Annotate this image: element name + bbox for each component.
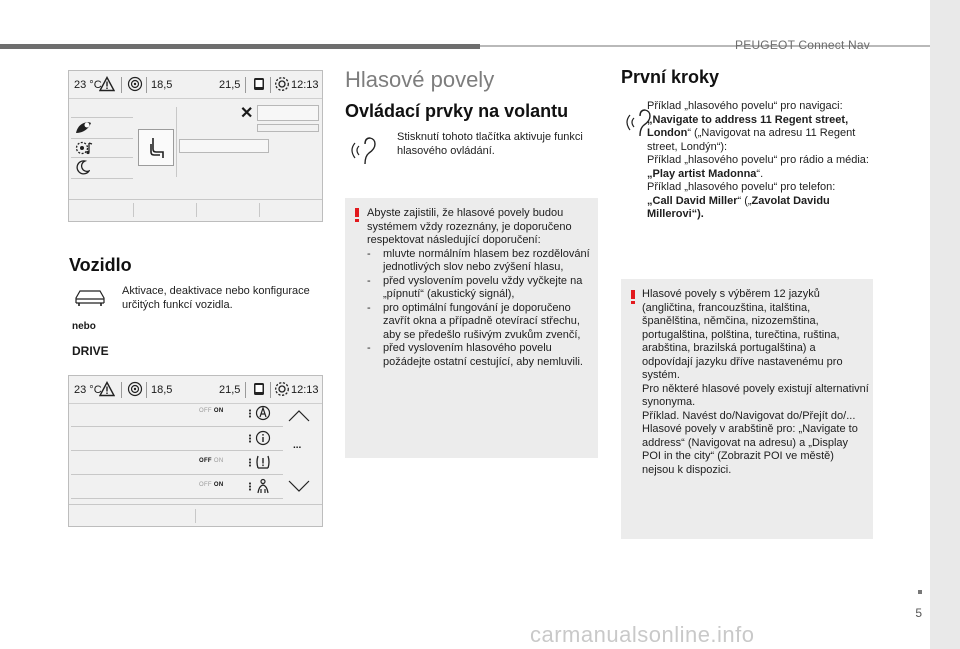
- navigation-target-icon[interactable]: [127, 76, 143, 92]
- row-divider: [71, 426, 283, 427]
- touchscreen-driving-aids: [68, 375, 323, 527]
- synonyms-paragraph: Pro některé hlasové povely existují alternativní synonyma.: [642, 382, 869, 408]
- media-example: „Play artist Madonna“.: [647, 167, 764, 180]
- separator: [245, 382, 246, 398]
- touchscreen-vehicle-menu: [68, 70, 323, 222]
- languages-paragraph: Hlasové povely s výběrem 12 jazyků (angličtina, francouzština, italština, španělština, němčina, nizozemština, portugalština, polština, turečtina, ruština, arabština, brazilská portugalština) a odpovídají jazyku dříve nastavenému pro systém.: [642, 288, 843, 381]
- warning-intro: Abyste zajistili, že hlasové povely budou systémem vždy rozeznány, je doporučeno respektovat následující doporučení:: [367, 207, 572, 246]
- separator: [121, 382, 122, 398]
- outside-temperature: 23 °C: [74, 384, 102, 396]
- separator: [270, 77, 271, 93]
- separator: [146, 77, 147, 93]
- seat-settings-tile[interactable]: [138, 129, 174, 166]
- lane-assist-icon[interactable]: [255, 405, 271, 422]
- running-header: PEUGEOT Connect Nav: [735, 38, 870, 52]
- example-paragraph: Příklad. Navést do/Navigovat do/Přejít do/...: [642, 409, 856, 422]
- voice-examples: [647, 100, 872, 222]
- media-example-intro: Příklad „hlasového povelu“ pro rádio a média:: [647, 154, 869, 166]
- more-options-handle[interactable]: [249, 482, 251, 491]
- language-note-text: [642, 288, 869, 477]
- bottom-bar-separator: [133, 203, 134, 217]
- row-divider: [71, 498, 283, 499]
- toggle-switch[interactable]: OFF ON: [199, 482, 224, 488]
- list-item: - mluvte normálním hlasem bez rozdělování jednotlivých slov nebo zvýšení hlasu,: [367, 247, 590, 273]
- row-divider: [71, 474, 283, 475]
- language-note: [621, 279, 873, 539]
- warning-triangle-icon[interactable]: [99, 381, 115, 397]
- separator: [121, 77, 122, 93]
- row-divider: [71, 450, 283, 451]
- warning-note: [345, 198, 598, 458]
- bottom-bar-separator: [259, 203, 260, 217]
- menu-divider: [71, 157, 133, 158]
- chevron-up-icon[interactable]: [288, 410, 310, 422]
- info-icon[interactable]: [255, 430, 271, 446]
- gear-icon[interactable]: [274, 381, 290, 397]
- list-item: - před vyslovením povelu vždy vyčkejte na „pípnutí“ (akustický signál),: [367, 274, 583, 300]
- bottom-bar-divider: [69, 504, 322, 505]
- more-indicator: ...: [293, 440, 302, 451]
- phone-example: „Call David Miller“ („Zavolat Davidu Millerovi“).: [647, 194, 830, 220]
- page-number: 5: [915, 606, 922, 620]
- menu-divider: [71, 117, 133, 118]
- vehicle-heading: Vozidlo: [69, 255, 132, 275]
- night-mode-icon[interactable]: [76, 160, 90, 175]
- seat-icon: [146, 136, 168, 160]
- warning-exclamation-icon: [355, 208, 359, 222]
- nav-example: „Navigate to address 11 Regent street, London“ („Navigovat na adresu 11 Regent street, Londýn“):: [647, 113, 856, 153]
- bottom-bar-divider: [69, 199, 322, 200]
- page-marker: [918, 590, 922, 594]
- field-edge: [257, 124, 319, 132]
- temperature-left[interactable]: 18,5: [151, 384, 173, 396]
- warning-text: [367, 207, 593, 369]
- close-icon[interactable]: ✕: [240, 105, 254, 122]
- toggle-switch[interactable]: OFF ON: [199, 408, 224, 414]
- more-options-handle[interactable]: [249, 409, 251, 418]
- drive-label: DRIVE: [72, 344, 109, 358]
- warning-exclamation-icon: [631, 290, 635, 304]
- list-item: - před vyslovením hlasového povelu požádejte ostatní cestující, aby nemluvili.: [367, 342, 583, 368]
- tyre-warning-icon[interactable]: [255, 454, 271, 470]
- search-field[interactable]: [257, 105, 319, 121]
- option-field[interactable]: [179, 139, 269, 153]
- bottom-bar-separator: [195, 509, 196, 523]
- temperature-right[interactable]: 21,5: [219, 384, 241, 396]
- gear-icon[interactable]: [274, 76, 290, 92]
- separator: [270, 382, 271, 398]
- separator: [146, 382, 147, 398]
- temperature-right[interactable]: 21,5: [219, 79, 241, 91]
- sound-settings-icon[interactable]: [75, 140, 93, 156]
- more-options-handle[interactable]: [249, 458, 251, 467]
- navigation-target-icon[interactable]: [127, 381, 143, 397]
- menu-divider: [71, 178, 133, 179]
- list-item: - pro optimální fungování je doporučeno zavřít okna a případně otevírací střechu, aby se předešlo rušivým zvukům zvenčí,: [367, 301, 581, 341]
- vehicle-description: Aktivace, deaktivace nebo konfigurace určitých funkcí vozidla.: [122, 285, 310, 311]
- separator: [245, 77, 246, 93]
- phone-example-intro: Příklad „hlasového povelu“ pro telefon:: [647, 181, 836, 193]
- steering-controls-heading: Ovládací prvky na volantu: [345, 101, 569, 121]
- temperature-left[interactable]: 18,5: [151, 79, 173, 91]
- more-options-handle[interactable]: [249, 434, 251, 443]
- first-steps-heading: První kroky: [621, 67, 720, 87]
- watermark: carmanualsonline.info: [530, 622, 755, 647]
- voice-command-icon: [349, 136, 385, 168]
- section-title: Hlasové povely: [345, 67, 495, 92]
- outside-temperature: 23 °C: [74, 79, 102, 91]
- nav-example-intro: Příklad „hlasového povelu“ pro navigaci:: [647, 100, 843, 112]
- phone-icon[interactable]: [251, 76, 267, 92]
- bottom-bar-separator: [196, 203, 197, 217]
- drive-settings-icon[interactable]: [75, 120, 92, 135]
- chevron-down-icon[interactable]: [288, 480, 310, 492]
- status-bar: [69, 376, 322, 404]
- vehicle-or-label: nebo: [72, 321, 96, 332]
- steering-description: Stisknutí tohoto tlačítka aktivuje funkci hlasového ovládání.: [397, 131, 583, 157]
- arabic-paragraph: Hlasové povely v arabštině pro: „Navigate to address“ (Navigovat na adresu) a „Display POI in the city“ (Zobrazit POI ve městě) nejsou k dispozici.: [642, 423, 858, 476]
- page-edge-strip: [930, 0, 960, 649]
- panel-divider: [176, 107, 177, 177]
- clock: 12:13: [291, 79, 319, 91]
- toggle-switch[interactable]: OFF ON: [199, 458, 224, 464]
- status-bar: [69, 71, 322, 99]
- menu-divider: [71, 138, 133, 139]
- clock: 12:13: [291, 384, 319, 396]
- car-icon: [73, 287, 107, 309]
- driver-alert-icon[interactable]: [255, 478, 271, 495]
- warning-triangle-icon[interactable]: [99, 76, 115, 92]
- phone-icon[interactable]: [251, 381, 267, 397]
- top-rule: [0, 44, 480, 49]
